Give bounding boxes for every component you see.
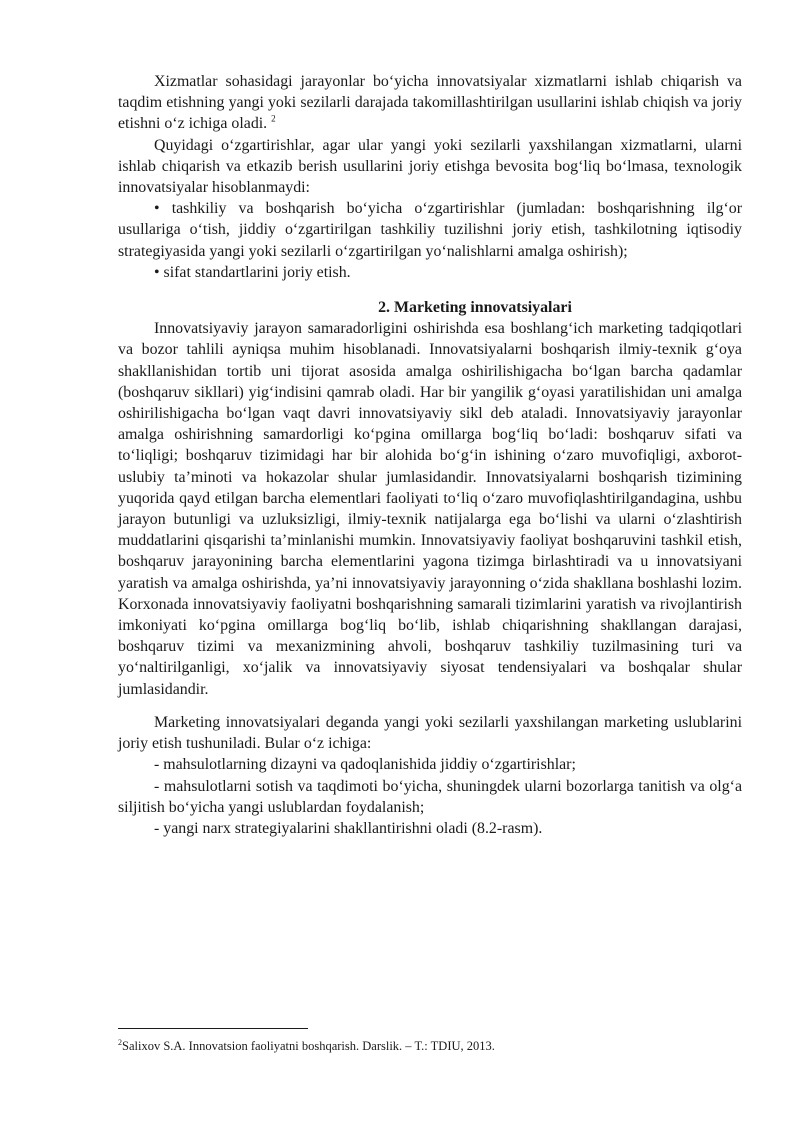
footnote-number: 2 [118, 1037, 122, 1047]
bullet-item-organizational-changes: • tashkiliy va boshqarish bo‘yicha o‘zgartirishlar (jumladan: boshqarishning ilg‘or usullariga o‘tish, jiddiy o‘zgartirilgan tashkiliy tuzilishni joriy etish, tashkilotning iqtisodiy strategiyasida yangi yoki sezilarli o‘zgartirilgan yo‘nalishlarni amalga oshirish); [118, 200, 742, 260]
footnote-divider [118, 1028, 308, 1029]
list-item-pricing-strategy: - yangi narx strategiyalarini shakllantirishni oladi (8.2-rasm). [154, 819, 543, 837]
footnote [118, 1038, 495, 1054]
spacer [118, 700, 742, 712]
bullet-item-quality-standards: • sifat standartlarini joriy etish. [154, 263, 351, 281]
paragraph-exclusions: Quyidagi o‘zgartirishlar, agar ular yangi yoki sezilarli yaxshilangan xizmatlarni, ularni ishlab chiqarish va etkazib berish usullarini joriy etishga bevosita bog‘liq bo‘lmasa, texnologik innovatsiyalar hisoblanmaydi: [118, 136, 742, 197]
list-item-design-packaging: - mahsulotlarning dizayni va qadoqlanishida jiddiy o‘zgartirishlar; [154, 756, 576, 774]
footnote-reference[interactable]: 2 [271, 114, 276, 125]
spacer [118, 283, 742, 297]
section-heading: 2. Marketing innovatsiyalari [378, 299, 572, 317]
paragraph-marketing-definition: Marketing innovatsiyalari deganda yangi yoki sezilarli yaxshilangan marketing uslublarini joriy etish tushuniladi. Bular o‘z ichiga: [118, 713, 742, 753]
footnote-text: Salixov S.A. Innovatsion faoliyatni boshqarish. Darslik. – T.: TDIU, 2013. [122, 1039, 495, 1053]
paragraph-text: Xizmatlar sohasidagi jarayonlar bo‘yicha innovatsiyalar xizmatlarni ishlab chiqarish va taqdim etishning yangi yoki sezilarli darajada takomillashtirilgan usullarini ishlab chiqish va joriy etishni o‘z ichiga oladi. [118, 73, 742, 133]
list-item-sales-methods: - mahsulotlarni sotish va taqdimoti bo‘yicha, shuningdek ularni bozorlarga tanitish va olg‘a siljitish bo‘yicha yangi uslublardan foydalanish; [118, 777, 742, 816]
page-body [118, 71, 742, 839]
paragraph-innovation-process: Innovatsiyaviy jarayon samaradorligini oshirishda esa boshlang‘ich marketing tadqiqotlari va bozor tahlili ayniqsa muhim hisoblanadi. Innovatsiyalarni boshqarish ilmiy-texnik g‘oya shakllanishidan tortib uni tijorat asosida amalga oshirilishigacha bo‘lgan barcha qadamlar (boshqaruv sikllari) yig‘indisini qamrab oladi. Har bir yangilik g‘oyasi yaratilishidan uni amalga oshirilishigacha bo‘lgan vaqt davri innovatsiyaviy sikl deb ataladi. Innovatsiyaviy jarayonlar amalga oshirishning samardorligi ko‘pgina omillarga bog‘liq bo‘ladi: boshqaruv sifati va to‘liqligi; boshqaruv tizimidagi har bir alohida bo‘g‘in ishining o‘zaro muvofiqligi, axborot-uslubiy ta’minoti va hokazolar shular jumlasidandir. Innovatsiyalarni boshqarish tizimining yuqorida qayd etilgan barcha elementlari faoliyati to‘liq o‘zaro muvofiqlashtirilgandagina, ushbu jarayon butunligi va uzluksizligi, ilmiy-texnik natijalarga ega bo‘lishi va ularni o‘zlashtirish muddatlarini qisqarishi ta’minlanishi mumkin. Innovatsiyaviy faoliyat boshqaruvini tashkil etish, boshqaruv jarayonining barcha elementlarini yagona tizimga birlashtiradi va u innovatsiyani yaratish va amalga oshirishda, ya’ni innovatsiyaviy jarayonning o‘zida shakllana boshlashi lozim. Korxonada innovatsiyaviy faoliyatni boshqarishning samarali tizimlarini yaratish va rivojlantirish imkoniyati ko‘pgina omillarga bog‘liq bo‘lib, ishlab chiqarishning shakllangan darajasi, boshqaruv tizimi va mexanizmining ahvoli, boshqaruv tashkiliy tuzilmasining turi va yo‘naltirilganligi, xo‘jalik va innovatsiyaviy siyosat tendensiyalari va boshqalar shular jumlasidandir. [118, 320, 742, 698]
paragraph-services-innovation [118, 71, 742, 135]
